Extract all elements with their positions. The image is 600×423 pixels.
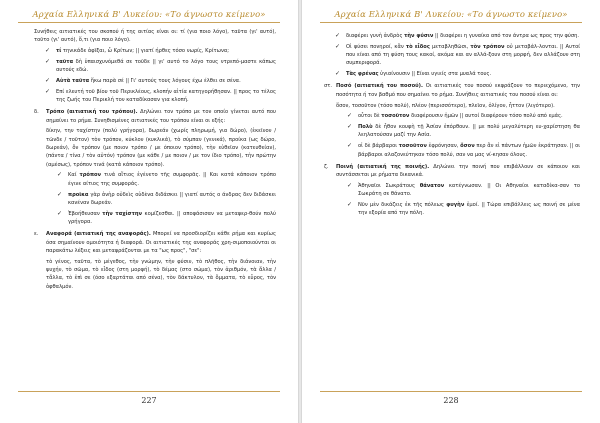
section-d: δ. Τρόπο (αιτιατική του τρόπου). Δηλώνει τον τρόπο με τον οποίο γίνεται αυτό που σημαίνει το ρήμα. Συνηθισμένες αιτιατικές του τρόπου είναι οι εξής: δίκην, την ταχίστην (πολύ γρήγορα), δωρεάν (χωρίς πληρωμή, για δώρο), (ἐκεῖνον / τῶνδε / τοῦτον) τὸν τρόπον, κύκλον (κυκλικά), τὸ σύμπαν (γενικά), προίκα (ως δώρο, δωρεάν), ὄν τρόπον (με ποιον τρόπο / με όποιον τρόπο), τὴν εὐθεῖαν (κατευθείαν), (πάντα / τίνα / τὸν αὐτόν) τρόπον (με κάθε / με ποιον / με τον ίδιο τρόπο), τὴν πρώτην (αμέσως), τρόπον τινά (κατά κάποιον τρόπο). ✓ Καί τρόπον τινά αἴτιος ἐγένετο τῆς συμφορᾶς. || Και κατά κάποιον τρόπο έγινε αίτιος της συμφοράς. ✓ προῖκα γὰρ ἀνὴρ οὐδεὶς οὐδὲνα διδάσκει || γιατί αυτός ο άνδρας δεν διδάσκει κανέναν δωρεάν. ✓ Ἐβοήθευσαν τὴν ταχίστην κομίζεσθαι. || αποφάσισαν να μεταφερ-θούν πολύ γρήγορα. bbox=[34, 109, 277, 225]
checkmark-icon: ✓ bbox=[347, 112, 353, 120]
checkmark-icon: ✓ bbox=[347, 181, 353, 189]
section-title: Ποινή (αιτιατική της ποινής). bbox=[336, 163, 430, 170]
checkmark-icon: ✓ bbox=[45, 87, 51, 95]
footer-rule bbox=[320, 391, 582, 392]
checkmark-icon: ✓ bbox=[45, 76, 51, 84]
section-letter: ζ. bbox=[324, 163, 329, 170]
word-list: δίκην, την ταχίστην (πολύ γρήγορα), δωρεάν (χωρίς πληρωμή, για δώρο), (ἐκεῖνον / τῶνδε / τοῦτον) τὸν τρόπον, κύκλον (κυκλικά), τὸ σύμπαν (γενικά), προίκα (ως δώρο, δωρεάν), ὄν τρόπον (με ποιον τρόπο / με όποιον τρόπο), τὴν εὐθεῖαν (κατευθείαν), (πάντα / τίνα / τὸν αὐτόν) τρόπον (με κάθε / με ποιον / με τον ίδιο τρόπο), τὴν πρώτην (αμέσως), τρόπον τινά (κατά κάποιον τρόπο). bbox=[46, 128, 276, 168]
checkmark-icon: ✓ bbox=[45, 47, 51, 55]
running-header-left: Αρχαία Ελληνικά Β' Λυκείου: «Το άγνωστο κείμενο» bbox=[32, 9, 266, 19]
checkmark-icon: ✓ bbox=[57, 190, 63, 198]
checkmark-icon: ✓ bbox=[57, 209, 63, 217]
checkmark-icon: ✓ bbox=[335, 32, 341, 39]
running-header-right: Αρχαία Ελληνικά Β' Λυκείου: «Το άγνωστο κείμενο» bbox=[334, 9, 568, 19]
checkmark-icon: ✓ bbox=[335, 70, 341, 78]
section-z-examples bbox=[336, 182, 580, 218]
example-item: ✓ Ἀθηναῖοι Σωκράτους θάνατον κατέγνωσαν. || Οι Αθηναίοι καταδίκα-σαν το Σωκράτη σε θάνατο. bbox=[347, 181, 580, 198]
section-z: ζ. Ποινή (αιτιατική της ποινής). Δηλώνει την ποινή που επιβάλλουν σε κάποιον και συντάσσεται με ρήματα δικανικά. ✓ Ἀθηναῖοι Σωκράτους θάνατον κατέγνωσαν. || Οι Αθηναίοι καταδίκα-σαν το Σωκράτη σε θάνατο. ✓ Νῦν μὲν δικάζεις ἐκ τῆς πόλεως φυγὴν ἐμοί. || Τώρα επιβάλλεις ως ποινή σε μένα την εξορία από την πόλη. bbox=[324, 163, 580, 217]
header-rule bbox=[18, 22, 280, 23]
example-item: ✓ Επί ελευτή τοῦ βίου τοῦ Περικλέους, κλοπήν αἰτία κατηγορήθησαν. || προς το τέλος της ζωής του Περικλή τον καταδίκασαν για κλοπή. bbox=[45, 87, 276, 104]
example-item: ✓ οἱ δὲ βάρβαροι τοσοῦτον ἐφρόνησαν, ὅσον περ ἂν εἰ πάντων ἡμῶν ἐκράτησαν. || οι βάρβαροι αλαζονεύτηκαν τόσο πολύ, σαν να μας νί-κησαν όλους. bbox=[347, 142, 580, 158]
example-item: ✓ Καί τρόπον τινά αἴτιος ἐγένετο τῆς συμφορᾶς. || Και κατά κάποιον τρόπο έγινε αίτιος της συμφοράς. bbox=[57, 171, 276, 187]
section-st: στ. Ποσό (αιτιατική του ποσού). Οι αιτιατικές του ποσού εκφράζουν το περιεχόμενο, την ποσότητα ή τον βαθμό που σημαίνει το ρήμα. Συνήθεις αιτιατικές του ποσού είναι οι: ὅσον, τοσοῦτον (τόσο πολύ), πλέον (περισσότερο), πλεῖον, ὀλίγον, ἧττον (λιγότερο). ✓ οὗτοι δὲ τοσοῦτον διαφέρουσιν ἡμῶν || αυτοί διαφέρουν τόσο πολύ από εμάς. ✓ Πολὺ δὲ ἦθον κουφὴ τῇ Ἀσίαν ἐπόρθουν. || με πολύ μεγαλύτερη ευ-χαρίστηση θα λεηλατούσαν μαζί την Ασία. ✓ οἱ δὲ βάρβαροι τοσοῦτον ἐφρόνησαν, ὅσον περ ἂν εἰ πάντων ἡμῶν ἐκράτησαν. || οι βάρβαροι αλαζονεύτηκαν τόσο πολύ, σαν να μας νί-κησαν όλους. bbox=[324, 83, 580, 158]
page-number-left: 227 bbox=[141, 396, 157, 405]
left-page bbox=[0, 0, 298, 423]
section-title: Ποσό (αιτιατική του ποσού). bbox=[336, 83, 423, 90]
page-number-right: 228 bbox=[443, 396, 459, 405]
right-page bbox=[302, 0, 600, 423]
intro-examples bbox=[34, 47, 276, 104]
checkmark-icon: ✓ bbox=[57, 171, 63, 179]
example-item: ✓ Ἐβοήθευσαν τὴν ταχίστην κομίζεσθαι. || αποφάσισαν να μεταφερ-θούν πολύ γρήγορα. bbox=[57, 209, 277, 225]
section-letter: ε. bbox=[34, 231, 39, 238]
example-item: ✓ προῖκα γὰρ ἀνὴρ οὐδεὶς οὐδὲνα διδάσκει || γιατί αυτός ο άνδρας δεν διδάσκει κανέναν δωρεάν. bbox=[57, 190, 276, 206]
example-item: ✓ Οἱ φύσει πονηροί, κἂν τὸ εἶδος μεταβληθῶσι, τὸν τρόπον οὐ μεταβάλ-λονται. || Αυτοί που είναι από τη φύση τους κακοί, ακόμα και αν αλλά-ξουν στη μορφή, δεν αλλάζουν στη συμπεριφορά. bbox=[335, 42, 581, 67]
example-item: ✓ διαφέρει γυνὴ ἀνδρὸς τὴν φύσιν || διαφέρει η γυναίκα από τον άντρα ως προς την φύση. bbox=[335, 32, 580, 39]
footer-rule bbox=[18, 391, 280, 392]
header-rule bbox=[320, 22, 582, 23]
checkmark-icon: ✓ bbox=[347, 142, 353, 150]
example-item: ✓ Αὐτὰ ταῦτα ἥκω παρὰ σέ || Γι' αυτούς τους λόγους έχω έλθει σε σένα. bbox=[45, 76, 241, 84]
example-item: ✓ τί τηνικάδε ἀφῖξαι, ὦ Κρίτων; || γιατί ήρθες τόσο νωρίς, Κρίτωνα; bbox=[45, 47, 229, 55]
section-d-examples bbox=[46, 171, 276, 226]
example-item: ✓ Τὰς φρένας ὑγιαίνουσιν || Είναι υγιείς στα μυαλά τους. bbox=[335, 70, 492, 78]
section-title: Τρόπο (αιτιατική του τρόπου). bbox=[46, 109, 138, 116]
section-letter: στ. bbox=[324, 83, 332, 90]
example-item: ✓ Νῦν μὲν δικάζεις ἐκ τῆς πόλεως φυγὴν ἐμοί. || Τώρα επιβάλλεις ως ποινή σε μένα την εξορία από την πόλη. bbox=[347, 201, 580, 217]
intro-paragraph: Συνήθεις αιτιατικές του σκοπού ή της αιτίας είναι οι: τί (για ποιο λόγο), ταῦτα (γι' αυτό), τοῦτο (γι' αυτό), ὅ,τι (για ποιο λόγο). bbox=[34, 29, 276, 44]
checkmark-icon: ✓ bbox=[45, 57, 51, 65]
continued-examples bbox=[324, 32, 580, 78]
example-item: ✓ οὗτοι δὲ τοσοῦτον διαφέρουσιν ἡμῶν || αυτοί διαφέρουν τόσο πολύ από εμάς. bbox=[347, 112, 563, 120]
example-item: ✓ Πολὺ δὲ ἦθον κουφὴ τῇ Ἀσίαν ἐπόρθουν. || με πολύ μεγαλύτερη ευ-χαρίστηση θα λεηλατούσαν μαζί την Ασία. bbox=[347, 123, 580, 139]
checkmark-icon: ✓ bbox=[335, 42, 341, 50]
section-st-examples bbox=[336, 112, 580, 158]
right-page-body bbox=[324, 30, 580, 221]
checkmark-icon: ✓ bbox=[347, 201, 353, 209]
section-e: ε. Αναφορά (αιτιατική της αναφοράς). Μπορεί να προσδιορίζει κάθε ρήμα και κυρίως όσα σημαίνουν ομοιότητα ή διαφορά. Οι αιτιατικές της αναφοράς χρη-σιμοποιούνται οι παρακάτω λέξεις και μεταφράζονται με τα "ως προς", "σε": τὸ γένος, ταῦτα, τὸ μέγεθος, τὴν γνώμην, τὴν φύσιν, τὸ πλῆθος, τὴν διάνοιαν, τὴν ψυχήν, τὸ σῶμα, τὸ εἶδος (στη μορφή), τὸ δέμας (στο σώμα), τὸν ἀριθμόν, τὰ ἄλλα / τἄλλα, τὸ ἐπὶ σε (όσο εξαρτάται από σένα), τὸν δάκτυλον, τὰ ὄμματα, τὸ εὖρος, τὸν ὀφθαλμόν. bbox=[34, 231, 276, 290]
checkmark-icon: ✓ bbox=[347, 123, 353, 131]
word-list: τὸ γένος, ταῦτα, τὸ μέγεθος, τὴν γνώμην, τὴν φύσιν, τὸ πλῆθος, τὴν διάνοιαν, τὴν ψυχήν, τὸ σῶμα, τὸ εἶδος (στη μορφή), τὸ δέμας (στο σώμα), τὸν ἀριθμόν, τὰ ἄλλα / τἄλλα, τὸ ἐπὶ σε (όσο εξαρτάται από σένα), τὸν δάκτυλον, τὰ ὄμματα, τὸ εὖρος, τὸν ὀφθαλμόν. bbox=[46, 258, 276, 290]
example-item: ✓ ταῦτα δὴ ὑπαισχυνόμεθά σε τοῦδε || γι' αυτό το λόγο τους ντρεπό-μαστε κάπως αυτούς εδώ. bbox=[45, 57, 276, 74]
section-title: Αναφορά (αιτιατική της αναφοράς). bbox=[46, 231, 151, 238]
section-letter: δ. bbox=[34, 109, 39, 116]
word-list: ὅσον, τοσοῦτον (τόσο πολύ), πλέον (περισσότερο), πλεῖον, ὀλίγον, ἧττον (λιγότερο). bbox=[336, 102, 555, 109]
left-page-body bbox=[34, 28, 276, 293]
